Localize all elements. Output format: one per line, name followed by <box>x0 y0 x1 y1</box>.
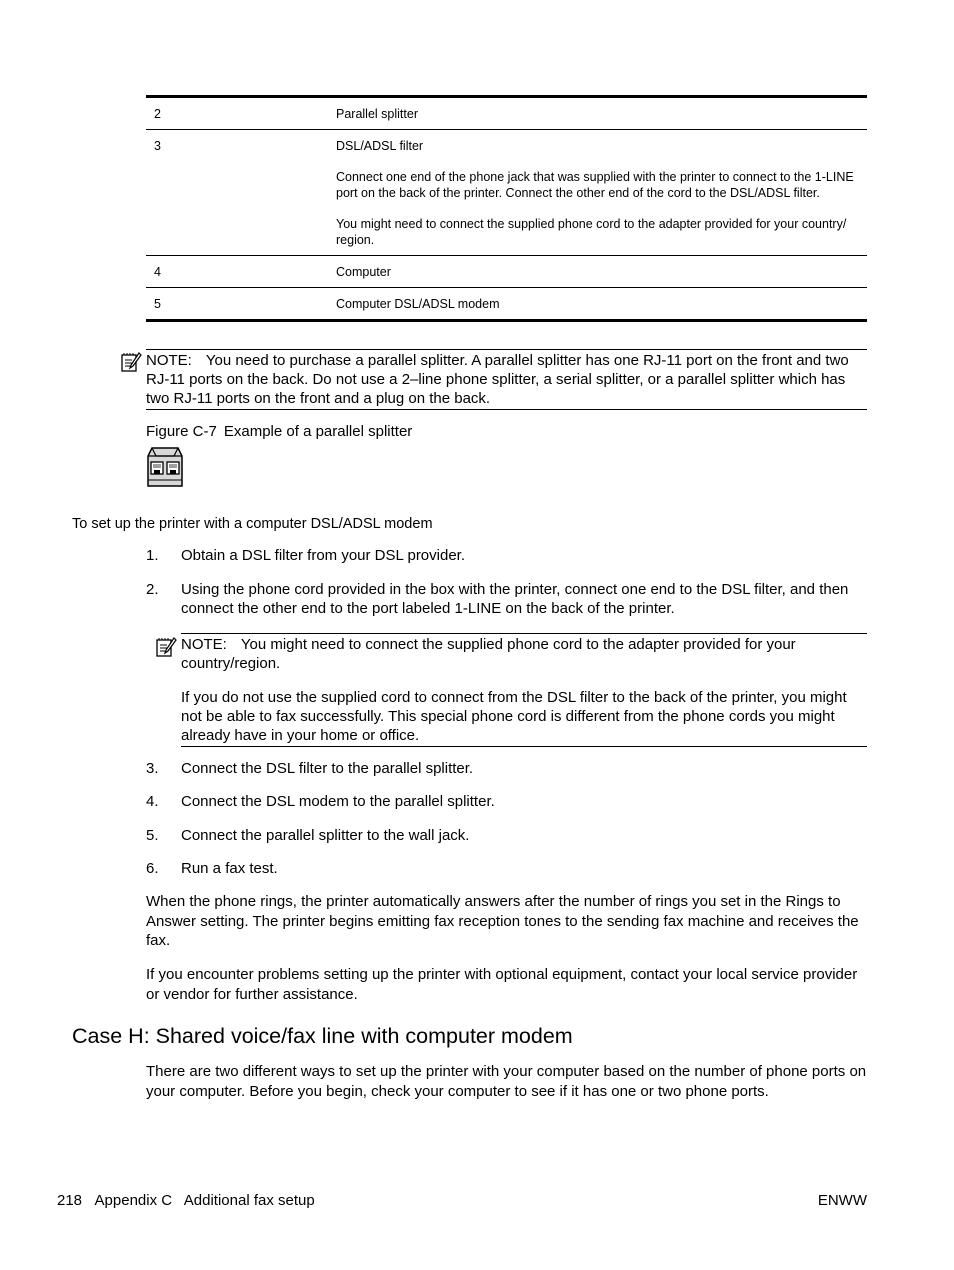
table-row <box>146 288 867 321</box>
step-number: 2. <box>146 581 159 598</box>
note-paragraph <box>146 351 867 408</box>
footer-chapter: Appendix C Additional fax setup <box>94 1192 315 1209</box>
page-footer-left <box>57 1191 315 1210</box>
step-text: Connect the parallel splitter to the wall jack. <box>181 827 470 844</box>
section-heading: Case H: Shared voice/fax line with computer modem <box>72 1024 573 1048</box>
body-paragraph <box>146 892 867 951</box>
step-number: 3. <box>146 760 159 777</box>
table-cell-number: 5 <box>146 288 328 321</box>
table-cell-number: 3 <box>146 130 328 256</box>
page-number: 218 <box>57 1192 83 1209</box>
parts-table <box>146 95 867 322</box>
note-box <box>181 633 867 747</box>
step-number: 4. <box>146 793 159 810</box>
table-cell-number: 2 <box>154 107 161 121</box>
paragraph-text: setting. The printer begins emitting fax reception tones to the sending fax machine and receives the fax. <box>146 912 859 949</box>
list-item <box>146 546 867 565</box>
table-row <box>146 97 867 130</box>
body-paragraph: There are two different ways to set up the printer with your computer based on the number of phone ports on your computer. Before you begin, check your computer to see if it has one or two phone ports. <box>146 1063 867 1100</box>
table-row <box>146 130 867 256</box>
table-cell-description <box>328 256 867 288</box>
table-cell-description <box>328 288 867 321</box>
step-text: Connect the DSL modem to the parallel splitter. <box>181 793 495 810</box>
step-number: 1. <box>146 547 159 564</box>
table-cell-description <box>328 97 867 130</box>
parallel-splitter-icon <box>146 446 184 488</box>
step-text: Using the phone cord provided in the box with the printer, connect one end to the DSL filter, and then connect the other end to the port labeled 1-LINE on the back of the printer. <box>181 581 849 617</box>
cell-text: Computer <box>336 265 391 279</box>
procedure-title: To set up the printer with a computer DSL/ADSL modem <box>72 516 433 532</box>
list-item <box>146 859 867 878</box>
cell-text: You might need to connect the supplied phone cord to the adapter provided for your country/ region. <box>336 217 847 247</box>
step-text: Obtain a DSL filter from your DSL provider. <box>181 547 466 564</box>
step-text: Connect the DSL filter to the parallel splitter. <box>181 760 474 777</box>
note-label: NOTE: <box>146 352 192 369</box>
list-item <box>146 580 867 618</box>
table-cell-description <box>328 130 867 256</box>
page-footer-right: ENWW <box>817 1192 867 1209</box>
figure-caption <box>146 422 412 441</box>
figure-caption-text: Example of a parallel splitter <box>223 423 413 440</box>
note-box <box>146 349 867 410</box>
note-text: You need to purchase a parallel splitter. A parallel splitter has one RJ-11 port on the front and two RJ-11 ports on the back. Do not use a 2–line phone splitter, a serial splitter, or a parallel splitter which has two RJ-11 ports on the front and a plug on the back. <box>146 352 849 407</box>
ui-term: Rings to Answer <box>146 893 841 930</box>
figure-label: Figure C-7 <box>146 423 217 440</box>
cell-text: DSL/ADSL filter <box>336 139 424 153</box>
note-text: You might need to connect the supplied phone cord to the adapter provided for your country/region. <box>181 636 796 672</box>
step-text: Run a fax test. <box>181 860 278 877</box>
step-number: 5. <box>146 827 159 844</box>
note-paragraph <box>181 635 867 673</box>
paragraph-text: When the phone rings, the printer automatically answers after the number of rings you set in the <box>146 893 786 910</box>
note-label: NOTE: <box>181 636 227 653</box>
table-cell-number: 4 <box>146 256 328 288</box>
step-number: 6. <box>146 860 159 877</box>
note-icon <box>155 636 177 658</box>
body-paragraph: If you encounter problems setting up the printer with optional equipment, contact your local service provider or vendor for further assistance. <box>146 966 858 1003</box>
cell-text: Connect one end of the phone jack that was supplied with the printer to connect to the 1-LINE port on the back of the printer. Connect the other end of the cord to the DSL/ADSL filter. <box>336 170 854 200</box>
list-item <box>146 792 867 811</box>
cell-text: Computer DSL/ADSL modem <box>336 297 500 311</box>
list-item <box>146 759 867 778</box>
cell-text: Parallel splitter <box>336 107 418 121</box>
table-row <box>146 256 867 288</box>
note-paragraph: If you do not use the supplied cord to connect from the DSL filter to the back of the printer, you might not be able to fax successfully. This special phone cord is different from the phone cords you might already have in your home or office. <box>181 689 847 744</box>
note-icon <box>120 351 142 373</box>
list-item <box>146 826 867 845</box>
